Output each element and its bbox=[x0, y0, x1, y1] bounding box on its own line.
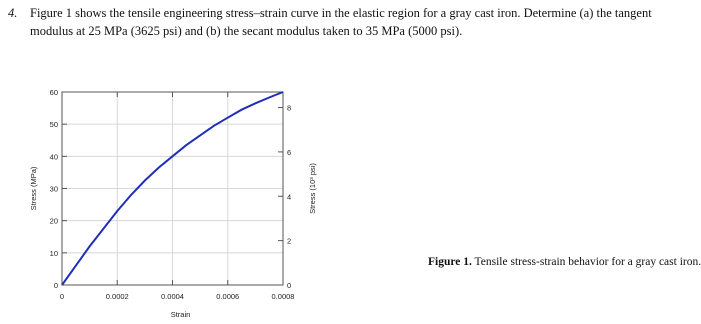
caption-label: Figure 1. bbox=[428, 256, 472, 268]
y-tick-label: 30 bbox=[49, 184, 58, 194]
problem-number: 4. bbox=[8, 6, 18, 20]
x-tick-label: 0 bbox=[59, 292, 65, 301]
y-tick-label: 20 bbox=[49, 216, 58, 226]
y-tick-label: 10 bbox=[49, 248, 58, 258]
x-tick-label: 0.0002 bbox=[105, 292, 129, 301]
problem-text: Figure 1 shows the tensile engineering stress–strain curve in the elastic region for a gray cast iron. Determine (a) the tangent modulus at 25 MPa (3625 psi) and (b) the secant modulus taken to 35 MPa (5000 psi). bbox=[30, 6, 652, 38]
x-tick-label: 0.0004 bbox=[161, 292, 184, 301]
x-axis-label: Strain bbox=[170, 310, 191, 319]
y-tick-label: 0 bbox=[53, 281, 58, 290]
y-axis-label: Stress (MPa) bbox=[29, 166, 38, 211]
y2-tick-label: 0 bbox=[287, 281, 292, 290]
figure-caption bbox=[428, 256, 701, 268]
x-tick-label: 0.0006 bbox=[216, 292, 240, 301]
y2-axis-label: Stress (10³ psi) bbox=[308, 163, 317, 214]
y2-tick-label: 4 bbox=[287, 192, 292, 202]
y2-tick-label: 6 bbox=[287, 147, 292, 157]
x-tick-label: 0.0008 bbox=[271, 292, 295, 301]
caption-text: Tensile stress-strain behavior for a gray cast iron. bbox=[474, 256, 701, 268]
y2-tick-label: 2 bbox=[287, 236, 292, 246]
y2-tick-label: 8 bbox=[287, 103, 292, 113]
y-tick-label: 60 bbox=[49, 88, 58, 97]
y-tick-label: 40 bbox=[49, 152, 58, 162]
y-tick-label: 50 bbox=[49, 120, 58, 130]
